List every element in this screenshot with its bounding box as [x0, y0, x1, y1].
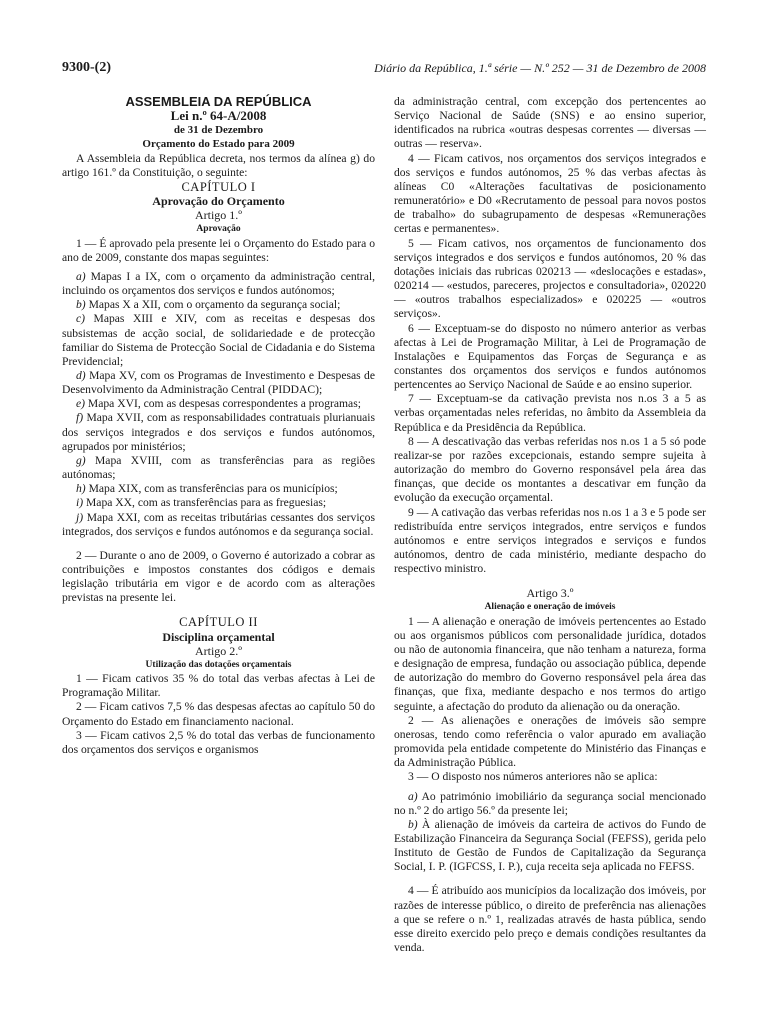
item-text: Mapa XV, com os Programas de Investimento e Despesas de Desenvolvimento da Administração Central (PIDDAC); [62, 368, 375, 397]
list-item [62, 369, 375, 397]
item-letter: a) [76, 269, 86, 283]
article-epigraph: Utilização das dotações orçamentais [145, 659, 292, 670]
item-letter: d) [76, 368, 86, 382]
list-item [62, 482, 375, 496]
paragraph: da administração central, com excepção dos pertencentes ao Serviço Nacional de Saúde (SNS) e ao ensino superior, identificados na rubrica «outras despesas correntes — diversas — outras — reserva». [394, 95, 706, 151]
chapter-title: Aprovação do Orçamento [152, 194, 285, 209]
item-letter: b) [408, 817, 418, 831]
paragraph: 1 — É aprovado pela presente lei o Orçamento do Estado para o ano de 2009, constante dos mapas seguintes: [62, 236, 375, 264]
list-item [62, 511, 375, 539]
item-letter: e) [76, 397, 86, 411]
paragraph: 8 — A descativação das verbas referidas nos n.os 1 a 5 só pode realizar-se por razões excepcionais, estando sempre sujeita à autorização do membro do Governo responsável pela área das finanças, que decide os montantes a descativar em função da evolução da execução orçamental. [394, 434, 706, 505]
chapter-title: Disciplina orçamental [162, 629, 275, 644]
page-header [62, 60, 706, 82]
item-letter: f) [76, 411, 84, 425]
right-column [394, 95, 706, 955]
item-text: Mapa XIX, com as transferências para os municípios; [85, 482, 338, 496]
list-item [62, 312, 375, 369]
page-number: 9300-(2) [62, 60, 111, 75]
item-text: Mapas XIII e XIV, com as receitas e despesas dos subsistemas de acção social, de solidariedade e de protecção familiar do Sistema de Protecção Social de Cidadania e do Sistema Previdencial; [62, 312, 375, 368]
paragraph: 7 — Exceptuam-se da cativação prevista nos n.os 3 a 5 as verbas orçamentadas neles referidas, no âmbito da Assembleia da República e da Presidência da República. [394, 392, 706, 434]
law-title: Orçamento do Estado para 2009 [142, 138, 295, 151]
left-column [62, 95, 375, 757]
item-text: À alienação de imóveis da carteira de activos do Fundo de Estabilização Financeira da Segurança Social (FEFSS), gerida pelo Instituto de Gestão de Fundos de Capitalização da Segurança Social, I. P. (IGFCSS, I. P.), cuja receita seja aplicada no FEFSS. [394, 817, 706, 874]
item-letter: c) [76, 312, 86, 326]
list-item [62, 411, 375, 453]
list-item [394, 790, 706, 818]
paragraph: 2 — As alienações e onerações de imóveis são sempre onerosas, tendo como referência o valor apurado em avaliação promovida pela entidade competente do Ministério das Finanças e da Administração Pública. [394, 713, 706, 770]
item-letter: h) [76, 482, 86, 496]
item-text: Mapa XX, com as transferências para as freguesias; [83, 496, 327, 510]
intro-paragraph: A Assembleia da República decreta, nos termos da alínea g) do artigo 161.º da Constituição, o seguinte: [62, 151, 375, 179]
article-heading: Artigo 2.º [194, 643, 243, 658]
item-text: Mapa XXI, com as receitas tributárias cessantes dos serviços integrados, dos serviços e fundos autónomos e da segurança social. [62, 510, 375, 538]
law-date: de 31 de Dezembro [173, 124, 264, 137]
chapter-heading: CAPÍTULO I [181, 179, 256, 194]
item-text: Mapa XVII, com as responsabilidades contratuais plurianuais dos serviços integrados e dos serviços e fundos autónomos, agrupados por ministérios; [62, 411, 375, 453]
item-letter: j) [76, 510, 84, 524]
item-letter: g) [76, 453, 86, 467]
paragraph: 2 — Ficam cativos 7,5 % das despesas afectas ao capítulo 50 do Orçamento do Estado em financiamento nacional. [62, 700, 375, 728]
article-epigraph: Aprovação [196, 224, 241, 235]
paragraph: 1 — A alienação e oneração de imóveis pertencentes ao Estado ou aos organismos públicos com personalidade jurídica, dotados ou não de autonomia financeira, que não tenham a natureza, forma e designação de empresa, fundação ou associação pública, depende de autorização do membro do Governo responsável pela área das finanças, que fixa, mediante despacho e nos termos do artigo seguinte, a afectação do produto da alienação ou da oneração. [394, 614, 706, 713]
paragraph: 2 — Durante o ano de 2009, o Governo é autorizado a cobrar as contribuições e impostos constantes dos códigos e demais legislação tributária em vigor e de acordo com as alterações previstas na presente lei. [62, 548, 375, 605]
item-letter: i) [76, 496, 84, 510]
paragraph: 5 — Ficam cativos, nos orçamentos de funcionamento dos serviços integrados e dos serviços e fundos autónomos, 20 % das dotações iniciais das rubricas 020213 — «deslocações e estadas», 020214 — «estudos, pareceres, projectos e consultadoria», 020220 — «outros trabalhos especializados» e 020225 — «outros serviços». [394, 236, 706, 321]
article-heading: Artigo 1.º [194, 208, 243, 223]
paragraph: 9 — A cativação das verbas referidas nos n.os 1 a 3 e 5 pode ser redistribuída entre serviços integrados, entre serviços e fundos autónomos e entre serviços integrados e serviços e fundos autónomos, dentro de cada ministério, mediante despacho do respectivo ministro. [394, 505, 706, 576]
section-heading: ASSEMBLEIA DA REPÚBLICA [125, 94, 312, 109]
item-text: Mapas I a IX, com o orçamento da administração central, incluindo os orçamentos dos serviços e fundos autónomos; [62, 269, 375, 298]
item-letter: a) [408, 789, 418, 803]
list-item [62, 270, 375, 298]
article-epigraph: Alienação e oneração de imóveis [484, 602, 616, 613]
item-text: Mapa XVIII, com as transferências para as regiões autónomas; [62, 453, 375, 482]
paragraph: 6 — Exceptuam-se do disposto no número anterior as verbas afectas à Lei de Programação Militar, à Lei de Programação de Instalações e Equipamentos das Forças de Segurança e as constantes dos orçamentos dos serviços e fundos autónomos pertencentes ao Serviço Nacional de Saúde e ao ensino superior. [394, 321, 706, 392]
list-item [62, 397, 375, 411]
item-text: Mapas X a XII, com o orçamento da segurança social; [85, 298, 341, 312]
paragraph: 4 — É atribuído aos municípios da localização dos imóveis, por razões de interesse público, o direito de preferência nas alienações a que se refere o n.º 1, realizadas através de hasta pública, sendo esse direito exercido pelo preço e demais condições resultantes da venda. [394, 884, 706, 955]
chapter-heading: CAPÍTULO II [179, 615, 258, 630]
list-item [62, 454, 375, 482]
paragraph: 4 — Ficam cativos, nos orçamentos dos serviços integrados e dos serviços e fundos autónomos, 25 % das verbas afectas às alíneas C0 «Alterações facultativas de posicionamento remuneratório» e D0 «Recrutamento de pessoal para novos postos de trabalho» do subagrupamento de despesas «Remunerações certas e permanentes». [394, 151, 706, 236]
item-text: Ao património imobiliário da segurança social mencionado no n.º 2 do artigo 56.º da presente lei; [394, 789, 706, 817]
list-item [62, 496, 375, 510]
article-heading: Artigo 3.º [526, 586, 574, 601]
paragraph: 3 — O disposto nos números anteriores não se aplica: [408, 770, 658, 784]
item-letter: b) [76, 298, 86, 312]
running-title: Diário da República, 1.ª série — N.º 252 — 31 de Dezembro de 2008 [374, 61, 706, 75]
law-number: Lei n.º 64-A/2008 [170, 108, 267, 124]
list-item [394, 818, 706, 875]
item-text: Mapa XVI, com as despesas correspondentes a programas; [85, 397, 361, 411]
list-item [62, 298, 375, 312]
paragraph: 1 — Ficam cativos 35 % do total das verbas afectas à Lei de Programação Militar. [62, 672, 375, 700]
paragraph: 3 — Ficam cativos 2,5 % do total das verbas de funcionamento dos orçamentos dos serviços e organismos [62, 728, 375, 756]
